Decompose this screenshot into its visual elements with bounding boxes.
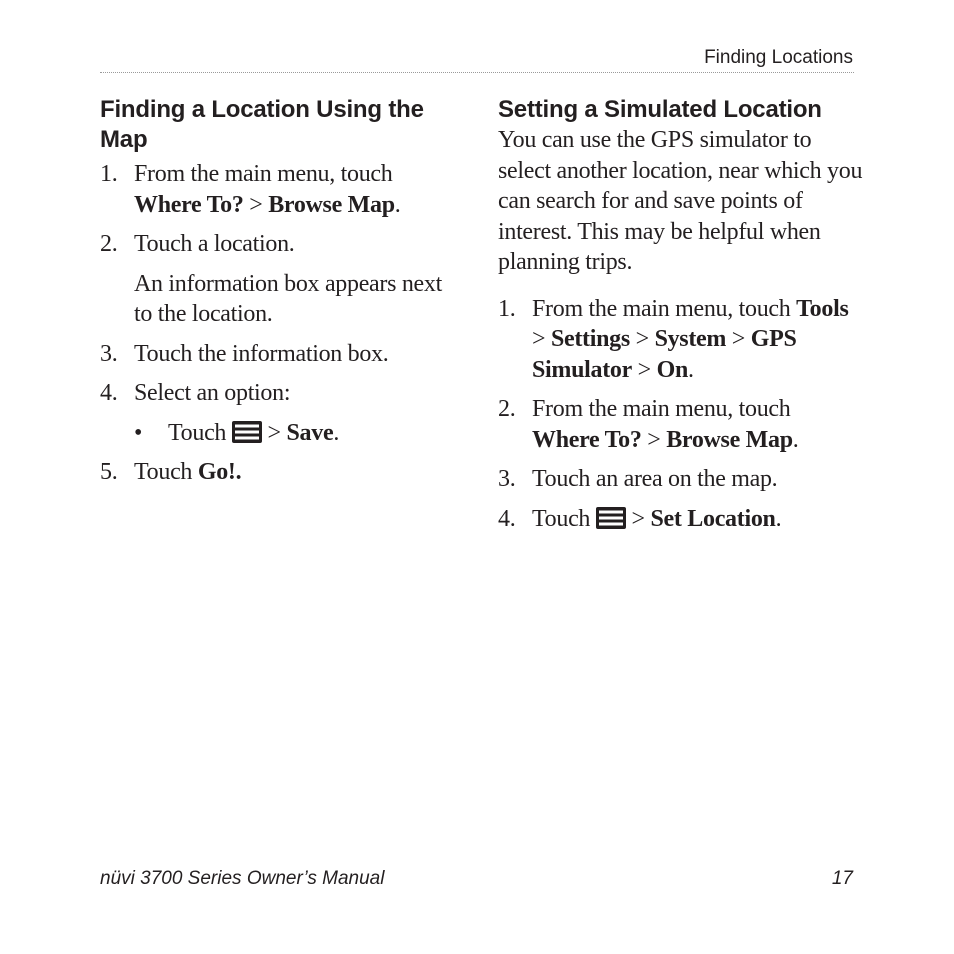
step-text: From the main menu, touch xyxy=(532,295,791,322)
left-column xyxy=(100,95,460,488)
ui-term: Settings xyxy=(550,326,630,352)
menu-icon xyxy=(596,507,626,529)
step-text: Touch the information box. xyxy=(134,340,389,367)
separator: > xyxy=(631,505,645,532)
step-text: Touch a location. xyxy=(134,231,295,257)
separator: > xyxy=(635,326,649,352)
ui-term: Browse Map xyxy=(666,426,793,453)
list-item xyxy=(100,378,460,448)
step-note: An information box appears next to the location. xyxy=(134,270,442,327)
footer-manual-title: nüvi 3700 Series Owner’s Manual xyxy=(100,868,385,889)
list-item xyxy=(498,394,868,455)
header-rule xyxy=(100,72,854,73)
ui-term: Go!. xyxy=(197,459,242,485)
period: . xyxy=(688,356,694,383)
step-text: Touch xyxy=(134,459,193,485)
period: . xyxy=(792,426,799,453)
list-item xyxy=(100,159,460,220)
ui-term: Where To? xyxy=(532,426,642,453)
list-item xyxy=(498,294,868,386)
running-header: Finding Locations xyxy=(704,47,853,68)
step-number: 4. xyxy=(498,505,516,532)
ui-term: Tools xyxy=(796,295,849,322)
step-text: From the main menu, touch xyxy=(532,396,791,422)
separator: > xyxy=(647,426,661,453)
ui-term: Where To? xyxy=(134,191,244,218)
separator: > xyxy=(249,191,263,218)
list-item xyxy=(100,457,460,488)
list-item xyxy=(498,504,868,535)
list-item xyxy=(100,339,460,370)
step-text: Select an option: xyxy=(134,380,291,406)
right-steps xyxy=(498,294,868,535)
right-heading: Setting a Simulated Location xyxy=(498,96,822,123)
step-number: 2. xyxy=(100,231,118,257)
step-number: 3. xyxy=(498,466,516,492)
ui-term: Set Location xyxy=(650,505,776,532)
ui-term: Save xyxy=(286,419,334,446)
bullet-item xyxy=(134,418,460,449)
ui-term: Browse Map xyxy=(268,191,395,218)
separator: > xyxy=(532,326,546,352)
page-number: 17 xyxy=(831,868,853,889)
separator: > xyxy=(267,419,281,446)
right-column xyxy=(498,95,868,534)
step-number: 3. xyxy=(100,340,118,367)
bullet-dot: • xyxy=(134,419,143,446)
intro-paragraph: You can use the GPS simulator to select another location, near which you can search for and save points of interest. This may be helpful when planning trips. xyxy=(498,127,863,275)
period: . xyxy=(775,505,782,532)
ui-term: System xyxy=(654,326,727,352)
step-number: 2. xyxy=(498,396,516,422)
step-number: 1. xyxy=(100,161,118,187)
bullet-text: Touch xyxy=(168,419,227,446)
left-steps xyxy=(100,159,460,488)
ui-term: GPS Simulator xyxy=(532,326,797,383)
period: . xyxy=(394,191,401,218)
step-number: 4. xyxy=(100,380,118,406)
separator: > xyxy=(731,326,746,352)
step-number: 5. xyxy=(100,459,118,485)
separator: > xyxy=(637,356,651,383)
list-item xyxy=(498,464,868,495)
ui-term: On xyxy=(656,356,689,383)
menu-icon xyxy=(232,421,262,443)
step-text: Touch an area on the map. xyxy=(532,466,778,492)
step-text: From the main menu, touch xyxy=(134,161,393,187)
period: . xyxy=(333,419,340,446)
step-text: Touch xyxy=(532,505,591,532)
left-heading: Finding a Location Using the Map xyxy=(100,96,424,153)
list-item xyxy=(100,229,460,330)
step-number: 1. xyxy=(498,295,516,322)
